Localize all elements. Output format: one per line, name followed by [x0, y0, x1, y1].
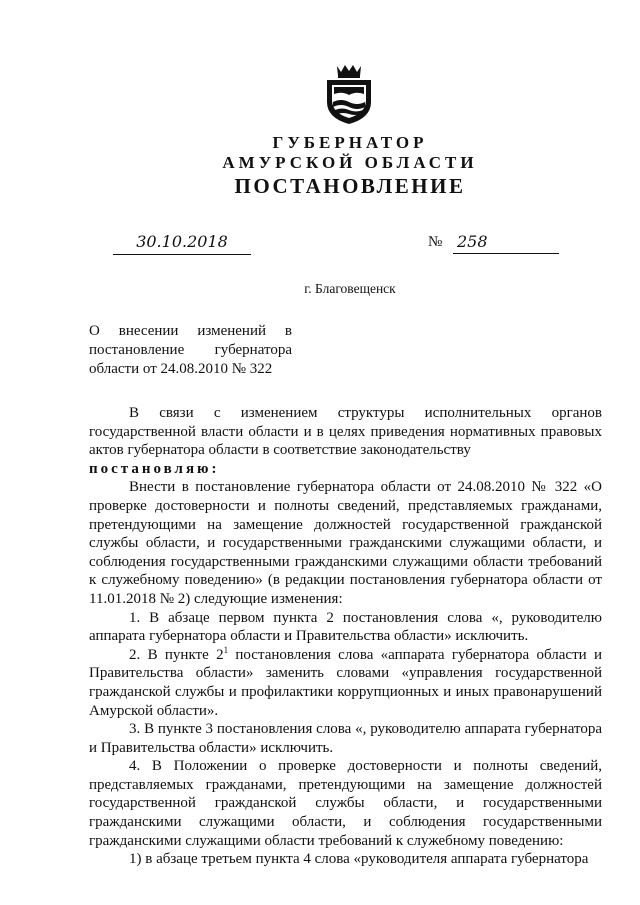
document-body: [89, 404, 602, 869]
document-subject: [89, 322, 292, 379]
coat-of-arms-icon: [323, 60, 375, 126]
city: г. Благовещенск: [304, 281, 396, 296]
item-1-paragraph: 1. В абзаце первом пункта 2 постановления слова «, руководителю аппарата губернатора области и Правительства области» исключить.: [89, 609, 602, 645]
item-2-superscript: 1: [223, 644, 229, 655]
item-2-end: постановления слова «аппарата губернатора области и Правительства области» заменить словами «управления государственной гражданской службы и профилактики коррупционных и иных правонарушений Амурской области».: [89, 646, 602, 719]
decree-word: постановляю:: [89, 460, 220, 477]
intro-paragraph: Внести в постановление губернатора области от 24.08.2010 № 322 «О проверке достоверности и полноты сведений, представляемых гражданами, претендующими на замещение должностей государственной гражданской службы области, и государственными гражданскими служащими области, и соблюдения государственными гражданскими служащими области требований к служебному поведению» (в редакции постановления губернатора области от 11.01.2018 № 2) следующие изменения:: [89, 479, 602, 607]
preamble-paragraph: В связи с изменением структуры исполнительных органов государственной власти области и в целях приведения нормативных правовых актов губернатора области в соответствие законодательству: [89, 405, 602, 459]
document-type-title: ПОСТАНОВЛЕНИЕ: [234, 174, 466, 198]
item-3-paragraph: 3. В пункте 3 постановления слова «, руководителю аппарата губернатора и Правительства области» исключить.: [89, 721, 602, 756]
subject-line: области от 24.08.2010 № 322: [89, 361, 273, 377]
header-title-governor: ГУБЕРНАТОР: [272, 133, 428, 152]
subject-line: О внесении изменений в: [89, 323, 292, 339]
item-4-paragraph: 4. В Положении о проверке достоверности и полноты сведений, представляемых гражданами, претендующими на замещение должностей государственной гражданской службы области, и государственными гражданскими служащими области, и соблюдения государственными гражданскими служащими области требований к служебному поведению:: [89, 758, 602, 849]
subitem-1-paragraph: 1) в абзаце третьем пункта 4 слова «руководителя аппарата губернатора: [129, 851, 589, 868]
item-2-start: 2. В пункте 2: [129, 646, 224, 663]
item-2-paragraph: [89, 646, 602, 720]
document-number: 258: [453, 232, 559, 254]
document-date: 30.10.2018: [113, 232, 251, 255]
subject-line: постановление губернатора: [89, 342, 292, 358]
number-label: №: [428, 234, 443, 250]
header-title-region: АМУРСКОЙ ОБЛАСТИ: [222, 153, 478, 172]
